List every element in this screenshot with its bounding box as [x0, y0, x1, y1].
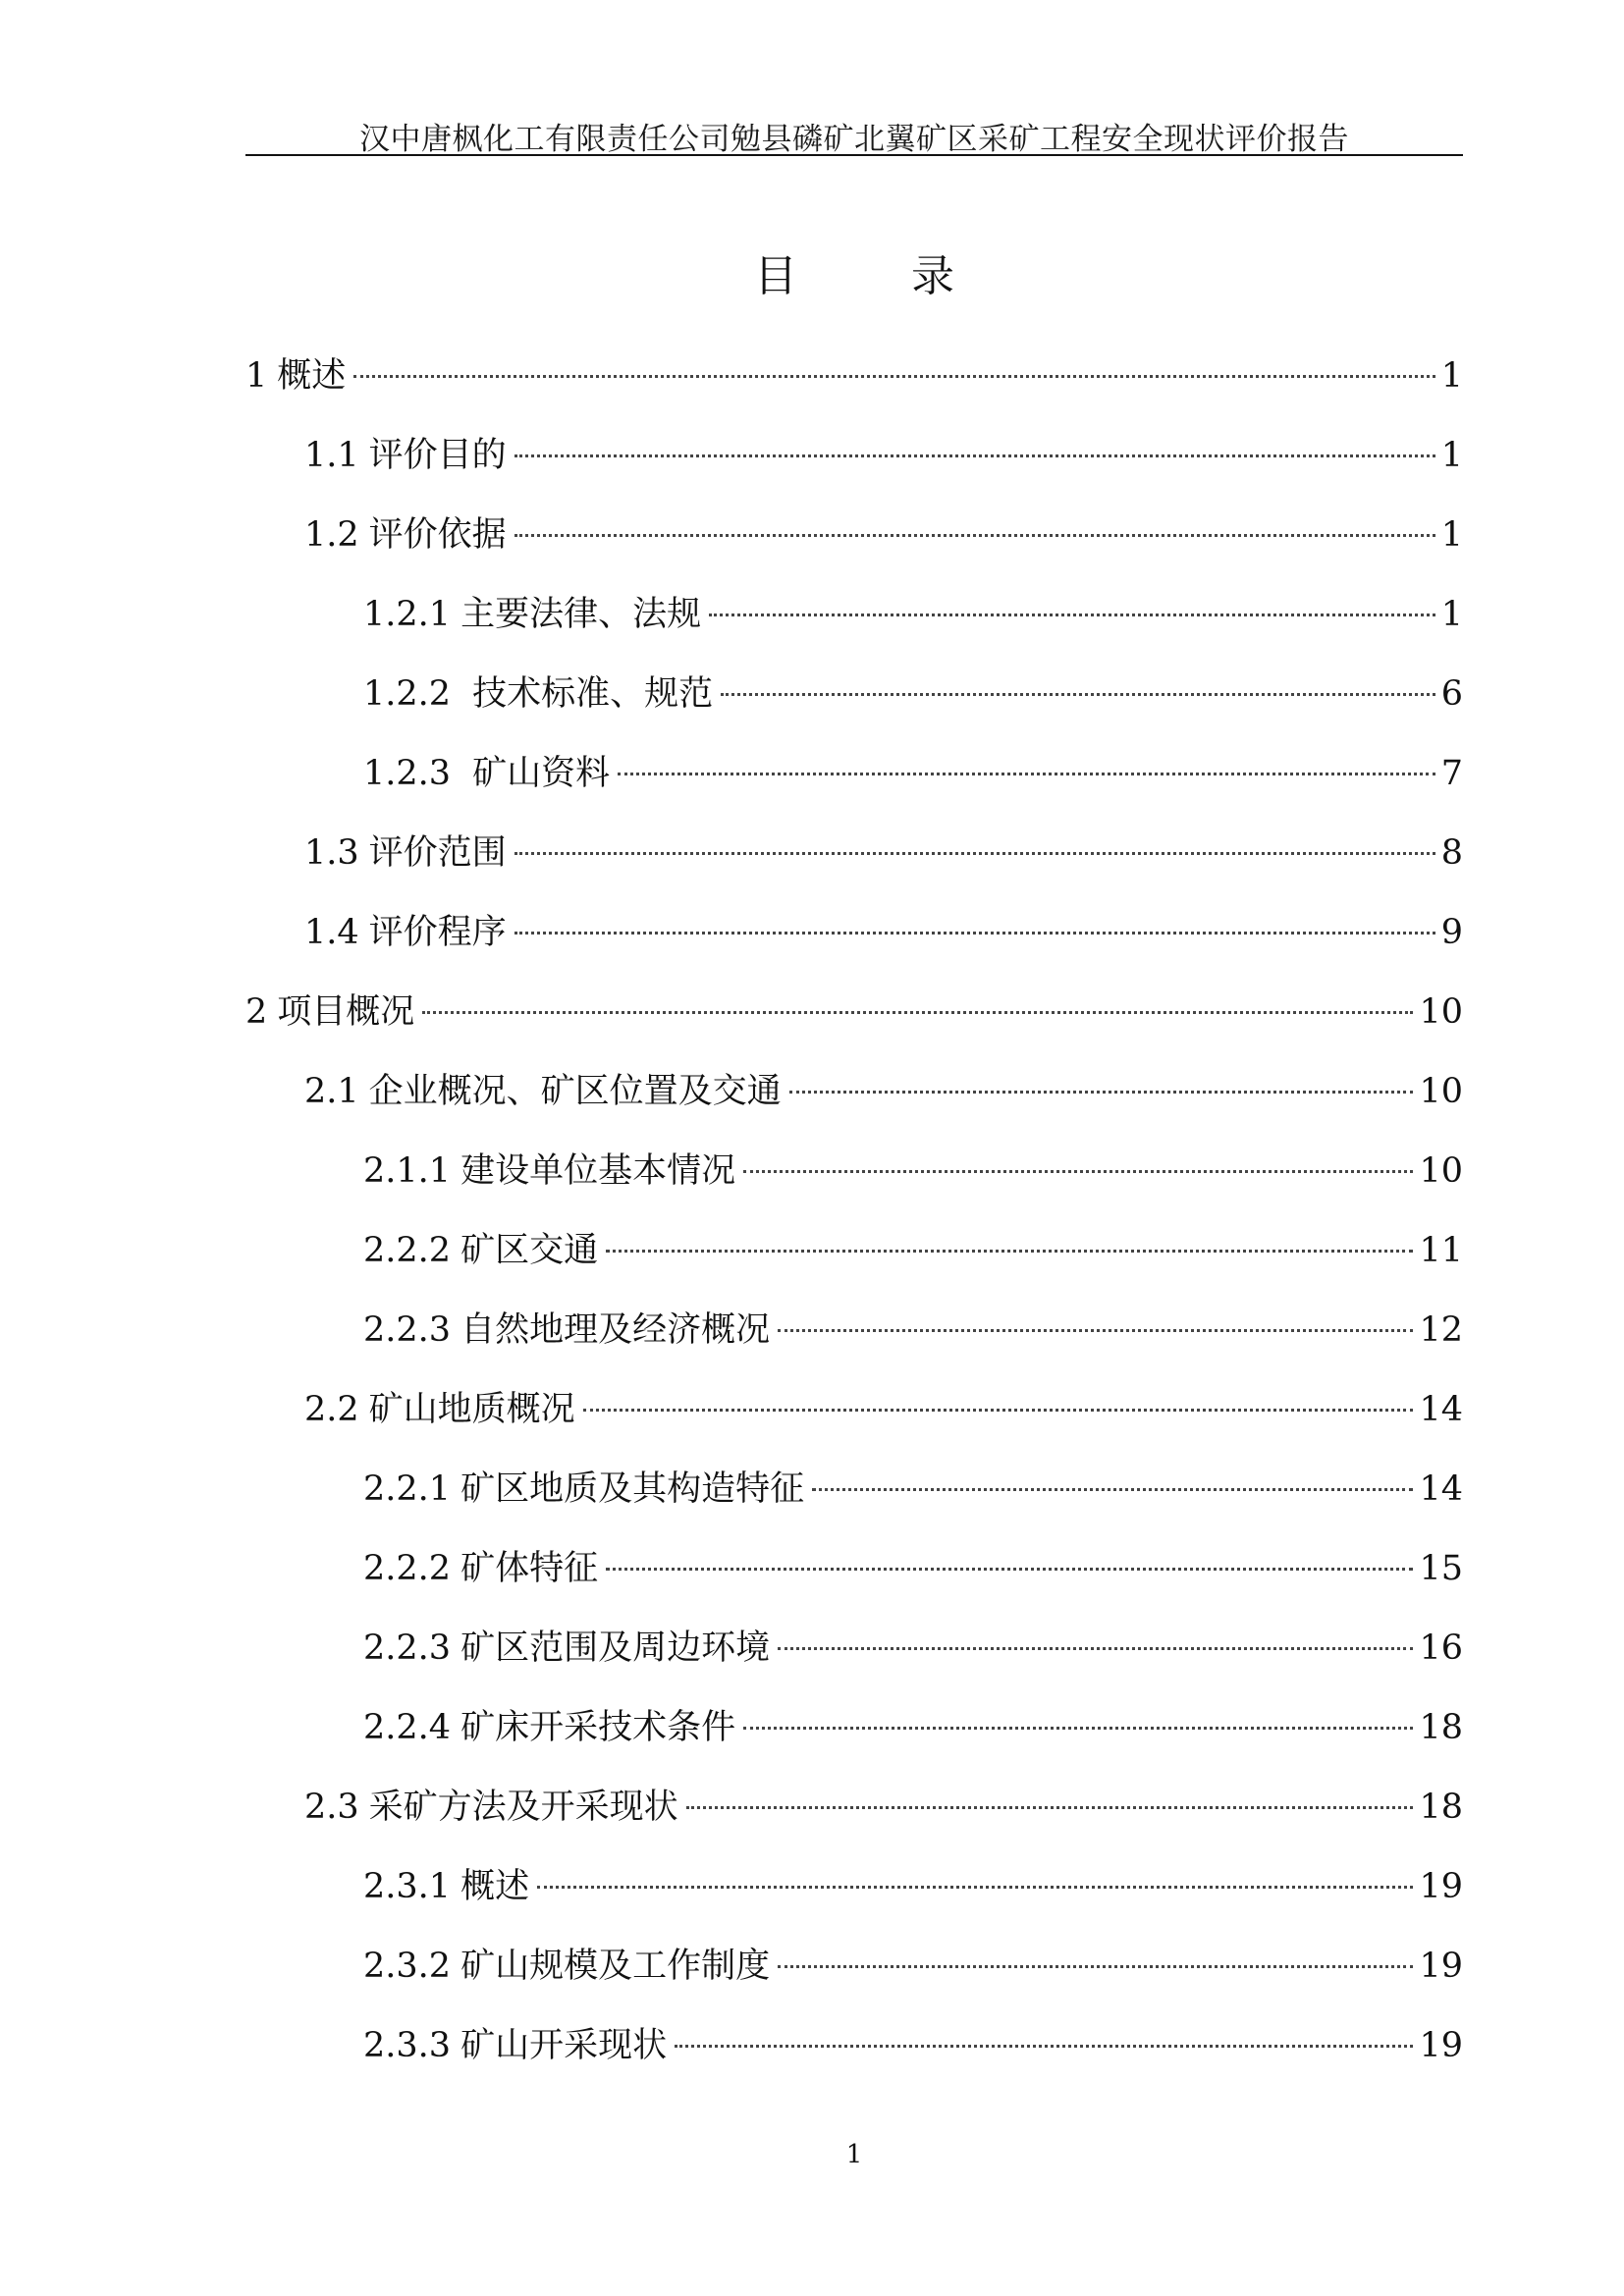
- toc-entry[interactable]: [245, 893, 1463, 973]
- toc-entry-page: 16: [1419, 1629, 1463, 1668]
- toc-entry-title: 技术标准、规范: [472, 674, 714, 714]
- toc-entry[interactable]: [245, 1450, 1463, 1529]
- toc-entry-number: 1.1: [304, 436, 359, 475]
- toc-entry[interactable]: [245, 973, 1463, 1052]
- toc-entry-page: 10: [1419, 992, 1463, 1032]
- header-divider: [245, 154, 1463, 156]
- toc-entry-number: 2.1.1: [363, 1151, 452, 1191]
- toc-entry-title: 矿山地质概况: [368, 1390, 575, 1429]
- toc-entry-page: 1: [1440, 515, 1463, 555]
- toc-entry-title: 矿床开采技术条件: [460, 1708, 736, 1747]
- toc-entry[interactable]: [245, 655, 1463, 734]
- toc-entry-title: 矿区范围及周边环境: [460, 1629, 771, 1668]
- toc-entry-page: 10: [1419, 1151, 1463, 1191]
- toc-entry-page: 12: [1419, 1310, 1463, 1350]
- toc-entry-title: 矿区地质及其构造特征: [460, 1469, 805, 1509]
- toc-entry-title: 评价目的: [368, 436, 507, 475]
- toc-entry-page: 19: [1419, 1947, 1463, 1986]
- toc-entry-title: 矿山资料: [472, 754, 611, 793]
- toc-dot-leader: [778, 1647, 1413, 1650]
- toc-dot-leader: [778, 1965, 1413, 1968]
- toc-entry-title: 建设单位基本情况: [460, 1151, 736, 1191]
- toc-entry-page: 9: [1440, 913, 1463, 952]
- toc-entry-page: 15: [1419, 1549, 1463, 1588]
- toc-dot-leader: [675, 2045, 1413, 2048]
- toc-entry-page: 18: [1419, 1708, 1463, 1747]
- toc-entry[interactable]: [245, 416, 1463, 496]
- toc-entry[interactable]: [245, 1768, 1463, 1847]
- toc-dot-leader: [709, 614, 1435, 616]
- toc-dot-leader: [778, 1329, 1413, 1332]
- toc-entry-title: 矿山开采现状: [460, 2026, 668, 2065]
- toc-entry-page: 18: [1419, 1788, 1463, 1827]
- toc-dot-leader: [618, 773, 1435, 775]
- toc-entry[interactable]: [245, 496, 1463, 575]
- toc-entry-number: 1.2: [304, 515, 359, 555]
- toc-entry-number: 1: [245, 356, 268, 396]
- toc-entry-title: 项目概况: [277, 992, 415, 1032]
- toc-entry-title: 评价依据: [368, 515, 507, 555]
- table-of-contents: [245, 337, 1463, 2086]
- toc-dot-leader: [789, 1091, 1414, 1094]
- toc-entry[interactable]: [245, 1847, 1463, 1927]
- toc-dot-leader: [721, 693, 1435, 696]
- toc-dot-leader: [686, 1806, 1414, 1809]
- toc-entry-number: 1.4: [304, 913, 359, 952]
- toc-entry[interactable]: [245, 1609, 1463, 1688]
- toc-dot-leader: [514, 852, 1435, 855]
- toc-dot-leader: [537, 1886, 1413, 1889]
- toc-entry-number: 2.2.3: [363, 1629, 452, 1668]
- toc-entry-title: 采矿方法及开采现状: [368, 1788, 678, 1827]
- toc-entry-title: 概述: [277, 356, 347, 396]
- toc-entry-page: 8: [1440, 833, 1463, 873]
- toc-entry-title: 矿区交通: [460, 1231, 599, 1270]
- toc-entry-number: 2.2.4: [363, 1708, 452, 1747]
- toc-dot-leader: [422, 1011, 1413, 1014]
- toc-entry[interactable]: [245, 1927, 1463, 2006]
- toc-entry[interactable]: [245, 814, 1463, 893]
- toc-entry[interactable]: [245, 1370, 1463, 1450]
- toc-entry[interactable]: [245, 2006, 1463, 2086]
- toc-dot-leader: [583, 1409, 1414, 1412]
- running-header: 汉中唐枫化工有限责任公司勉县磷矿北翼矿区采矿工程安全现状评价报告: [359, 122, 1349, 157]
- toc-entry-page: 14: [1419, 1469, 1463, 1509]
- toc-entry-title: 评价程序: [368, 913, 507, 952]
- toc-entry[interactable]: [245, 1211, 1463, 1291]
- toc-entry-number: 2.2: [304, 1390, 359, 1429]
- toc-entry-title: 主要法律、法规: [460, 595, 702, 634]
- toc-entry-number: 2.2.3: [363, 1310, 452, 1350]
- toc-dot-leader: [514, 534, 1435, 537]
- toc-dot-leader: [812, 1488, 1413, 1491]
- toc-entry[interactable]: [245, 1688, 1463, 1768]
- toc-entry-title: 企业概况、矿区位置及交通: [368, 1072, 782, 1111]
- toc-entry-number: 2.1: [304, 1072, 359, 1111]
- toc-entry[interactable]: [245, 575, 1463, 655]
- toc-entry-title: 自然地理及经济概况: [460, 1310, 771, 1350]
- toc-entry[interactable]: [245, 1132, 1463, 1211]
- toc-title: 目 录: [754, 251, 990, 301]
- toc-dot-leader: [606, 1568, 1413, 1571]
- toc-dot-leader: [743, 1727, 1413, 1730]
- toc-entry-number: 2: [245, 992, 268, 1032]
- toc-dot-leader: [743, 1170, 1413, 1173]
- toc-entry-page: 1: [1440, 436, 1463, 475]
- toc-entry-number: 1.2.1: [363, 595, 452, 634]
- toc-entry-number: 2.3.1: [363, 1867, 452, 1906]
- toc-entry-page: 14: [1419, 1390, 1463, 1429]
- toc-entry[interactable]: [245, 1291, 1463, 1370]
- toc-entry-page: 1: [1440, 595, 1463, 634]
- toc-entry-number: 2.2.2: [363, 1231, 452, 1270]
- toc-entry-number: 1.2.2: [363, 674, 452, 714]
- toc-entry-number: 1.3: [304, 833, 359, 873]
- toc-entry-number: 2.3: [304, 1788, 359, 1827]
- toc-entry-title: 评价范围: [368, 833, 507, 873]
- toc-entry-title: 矿山规模及工作制度: [460, 1947, 771, 1986]
- toc-entry-page: 7: [1440, 754, 1463, 793]
- toc-entry-title: 概述: [460, 1867, 530, 1906]
- toc-entry[interactable]: [245, 734, 1463, 814]
- toc-entry-page: 10: [1419, 1072, 1463, 1111]
- toc-entry[interactable]: [245, 1052, 1463, 1132]
- toc-entry-page: 11: [1419, 1231, 1463, 1270]
- toc-dot-leader: [514, 932, 1435, 934]
- toc-entry-number: 2.3.2: [363, 1947, 452, 1986]
- toc-dot-leader: [514, 454, 1435, 457]
- toc-entry[interactable]: [245, 1529, 1463, 1609]
- toc-entry-number: 1.2.3: [363, 754, 452, 793]
- page-number: 1: [845, 2140, 863, 2169]
- toc-entry-title: 矿体特征: [460, 1549, 599, 1588]
- toc-dot-leader: [606, 1250, 1413, 1253]
- toc-entry-number: 2.2.1: [363, 1469, 452, 1509]
- toc-entry[interactable]: [245, 337, 1463, 416]
- toc-entry-number: 2.2.2: [363, 1549, 452, 1588]
- toc-entry-page: 1: [1440, 356, 1463, 396]
- toc-entry-page: 19: [1419, 2026, 1463, 2065]
- toc-dot-leader: [353, 375, 1435, 378]
- toc-entry-page: 19: [1419, 1867, 1463, 1906]
- toc-entry-number: 2.3.3: [363, 2026, 452, 2065]
- toc-entry-page: 6: [1440, 674, 1463, 714]
